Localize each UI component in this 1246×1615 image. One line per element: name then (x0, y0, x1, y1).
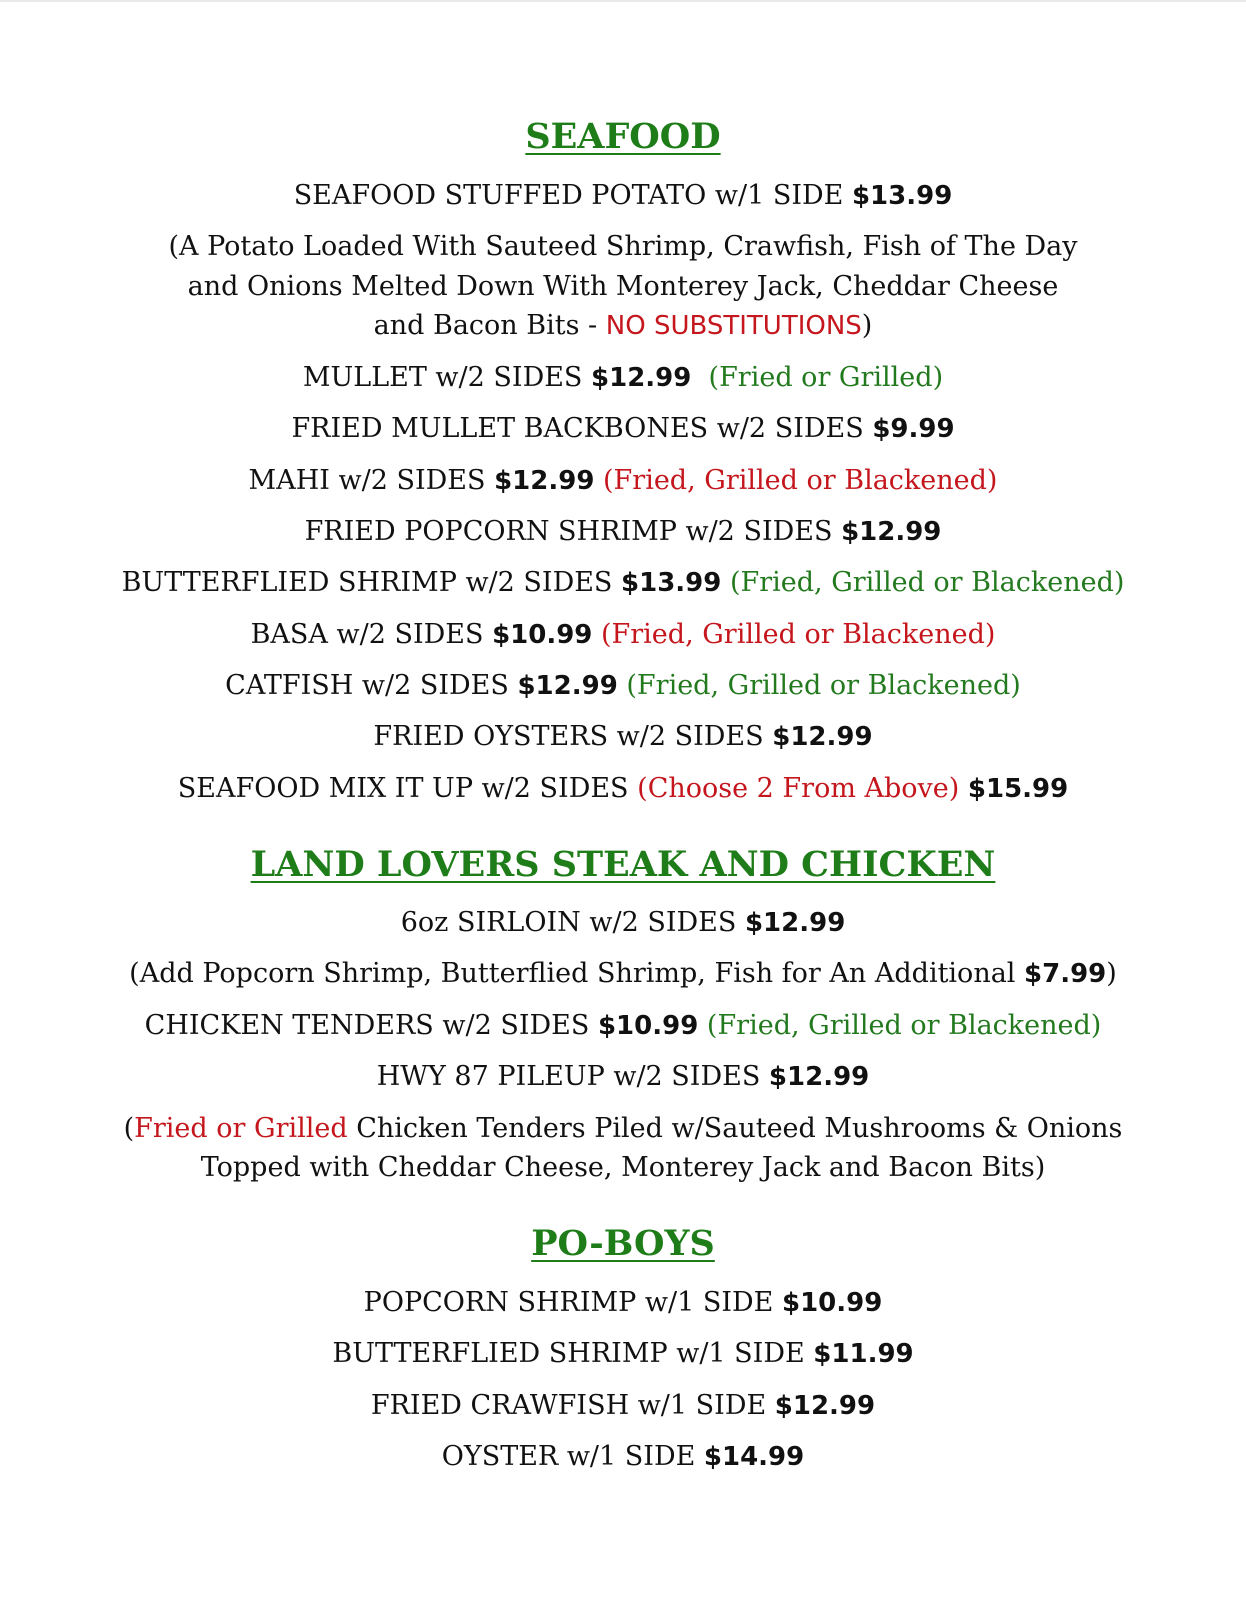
menu-item-fried-popcorn-shrimp (0, 515, 1246, 549)
item-price: $12.99 (841, 517, 942, 547)
item-description: (A Potato Loaded With Sauteed Shrimp, Crawfish, Fish of The Day (168, 231, 1078, 262)
item-option: (Fried, Grilled or Blackened) (626, 670, 1021, 701)
item-name: BUTTERFLIED SHRIMP w/2 SIDES (121, 567, 613, 598)
menu-item-seafood-mix-it-up (0, 772, 1246, 806)
menu-item-fried-crawfish-poboy (0, 1389, 1246, 1423)
item-option: (Fried or Grilled) (708, 362, 944, 393)
no-substitutions-note: NO SUBSTITUTIONS (605, 311, 862, 341)
item-description (0, 1112, 1246, 1146)
item-price: $12.99 (591, 363, 692, 393)
item-price: $12.99 (774, 1391, 876, 1421)
menu-item-butterflied-shrimp (0, 566, 1246, 600)
menu-item-basa (0, 618, 1246, 652)
item-price: $11.99 (813, 1339, 914, 1369)
item-price: $9.99 (872, 414, 955, 444)
menu-item-mahi (0, 464, 1246, 498)
item-description: Topped with Cheddar Cheese, Monterey Jack and Bacon Bits) (200, 1152, 1046, 1183)
menu-item-hwy-87-pileup (0, 1060, 1246, 1094)
item-price: $12.99 (494, 466, 595, 496)
item-price: $12.99 (517, 671, 618, 701)
item-name: SEAFOOD STUFFED POTATO w/1 SIDE (293, 180, 844, 211)
menu-item-popcorn-shrimp-poboy (0, 1286, 1246, 1320)
item-name: MULLET w/2 SIDES (302, 362, 583, 393)
addon-text: ) (1106, 958, 1117, 989)
item-price: $13.99 (851, 181, 953, 211)
item-option: (Fried, Grilled or Blackened) (603, 465, 998, 496)
item-option: (Fried, Grilled or Blackened) (601, 619, 996, 650)
menu-item-chicken-tenders (0, 1009, 1246, 1043)
item-name: FRIED MULLET BACKBONES w/2 SIDES (291, 413, 864, 444)
item-description (0, 309, 1246, 343)
section-title-po-boys: PO-BOYS (531, 1223, 715, 1264)
item-price: $15.99 (967, 774, 1069, 804)
item-name: FRIED OYSTERS w/2 SIDES (373, 721, 764, 752)
item-price: $10.99 (492, 620, 593, 650)
item-price: $10.99 (597, 1011, 699, 1041)
description-text: Chicken Tenders Piled w/Sauteed Mushrooms & Onions (347, 1113, 1123, 1144)
description-text: and Bacon Bits - (373, 310, 606, 341)
item-price: $13.99 (621, 568, 722, 598)
item-description: and Onions Melted Down With Monterey Jack, Cheddar Cheese (187, 271, 1059, 302)
item-price: $10.99 (781, 1288, 883, 1318)
top-border (0, 0, 1246, 2)
item-name: BASA w/2 SIDES (250, 619, 484, 650)
item-name: MAHI w/2 SIDES (248, 465, 486, 496)
item-name: BUTTERFLIED SHRIMP w/1 SIDE (332, 1338, 805, 1369)
item-name: SEAFOOD MIX IT UP w/2 SIDES (177, 773, 629, 804)
item-price: $12.99 (768, 1062, 870, 1092)
item-name: FRIED POPCORN SHRIMP w/2 SIDES (304, 516, 833, 547)
item-price: $14.99 (703, 1442, 805, 1472)
description-text: ) (861, 310, 873, 341)
item-name: OYSTER w/1 SIDE (441, 1441, 696, 1472)
item-price: $12.99 (772, 722, 873, 752)
item-price: $12.99 (744, 908, 846, 938)
item-name: 6oz SIRLOIN w/2 SIDES (400, 907, 737, 938)
item-option: (Fried, Grilled or Blackened) (706, 1010, 1102, 1041)
item-name: CHICKEN TENDERS w/2 SIDES (144, 1010, 590, 1041)
menu-item-mullet (0, 361, 1246, 395)
item-name: FRIED CRAWFISH w/1 SIDE (370, 1390, 767, 1421)
item-option: (Fried, Grilled or Blackened) (729, 567, 1125, 598)
item-name: POPCORN SHRIMP w/1 SIDE (363, 1287, 774, 1318)
menu-item-oyster-poboy (0, 1440, 1246, 1474)
section-title-seafood: SEAFOOD (525, 116, 721, 157)
description-text: ( (123, 1113, 135, 1144)
item-name: HWY 87 PILEUP w/2 SIDES (376, 1061, 761, 1092)
addon-price: $7.99 (1024, 959, 1107, 989)
menu-item-butterflied-shrimp-poboy (0, 1337, 1246, 1371)
item-name: CATFISH w/2 SIDES (225, 670, 509, 701)
menu-item-fried-mullet-backbones (0, 412, 1246, 446)
menu-item-catfish (0, 669, 1246, 703)
item-option: (Choose 2 From Above) (637, 773, 960, 804)
section-title-land-lovers: LAND LOVERS STEAK AND CHICKEN (250, 844, 996, 885)
menu-item-fried-oysters (0, 720, 1246, 754)
addon-text: (Add Popcorn Shrimp, Butterflied Shrimp, Fish for An Additional (129, 958, 1025, 989)
sirloin-addon-note (0, 957, 1246, 991)
item-option: Fried or Grilled (134, 1113, 348, 1144)
menu-item-seafood-stuffed-potato (0, 179, 1246, 213)
menu-item-sirloin (0, 906, 1246, 940)
